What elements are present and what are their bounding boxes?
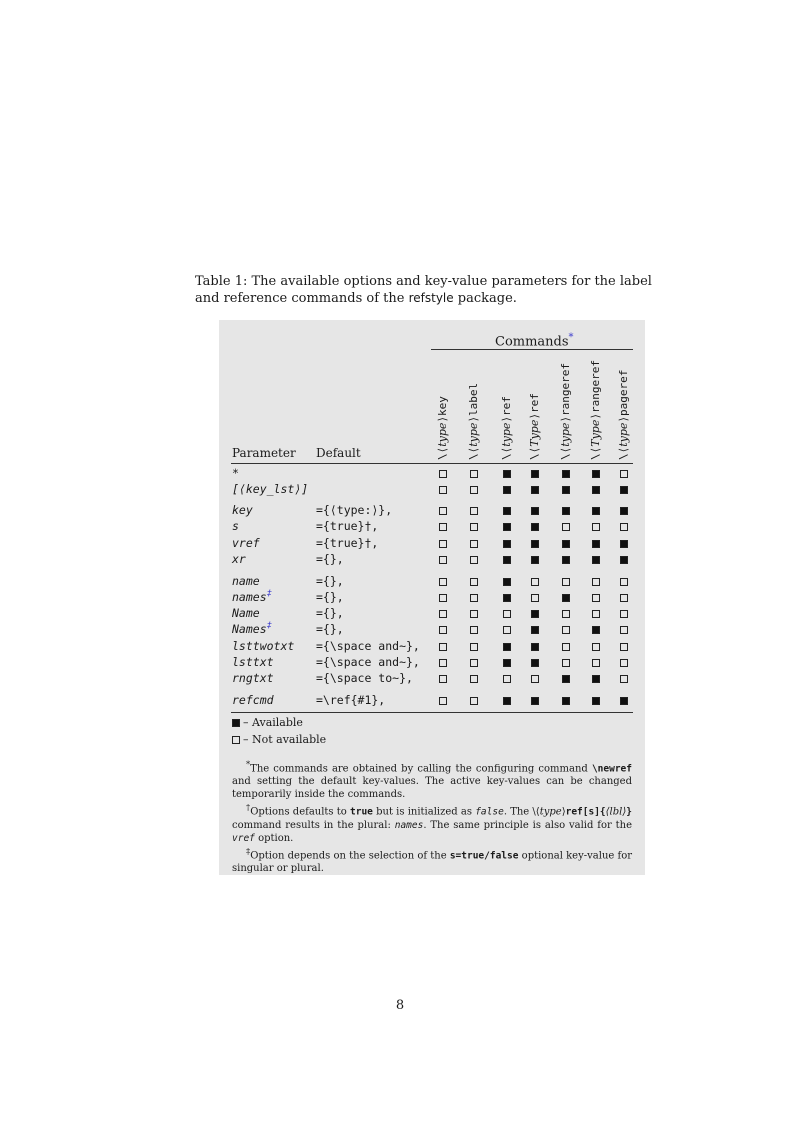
available-square-icon xyxy=(531,697,539,705)
filled-square-icon xyxy=(232,719,240,727)
empty-square-icon xyxy=(232,736,240,744)
not-available-square-icon xyxy=(439,626,447,634)
column-header-suffix: ⟩ xyxy=(467,415,480,423)
column-header-cmd: pageref xyxy=(617,369,630,416)
caption-suffix: package. xyxy=(457,291,517,306)
available-square-icon xyxy=(531,643,539,651)
page-number: 8 xyxy=(395,998,405,1013)
available-square-icon xyxy=(620,486,628,494)
not-available-square-icon xyxy=(470,556,478,564)
available-square-icon xyxy=(503,470,511,478)
column-header-cmd: rangeref xyxy=(589,360,602,414)
not-available-square-icon xyxy=(439,697,447,705)
available-square-icon xyxy=(531,540,539,548)
column-header-prefix: \⟨ xyxy=(589,446,602,460)
column-header-suffix: ⟩ xyxy=(500,415,513,423)
available-square-icon xyxy=(531,470,539,478)
param-default: ={⟨type:⟩}, xyxy=(316,503,393,517)
note-text: Options defaults to xyxy=(250,806,347,818)
not-available-square-icon xyxy=(620,626,628,634)
note-code: vref xyxy=(232,832,255,844)
available-square-icon xyxy=(592,507,600,515)
column-header-3 xyxy=(529,393,541,460)
not-available-square-icon xyxy=(562,643,570,651)
available-square-icon xyxy=(503,594,511,602)
legend-available-text: – Available xyxy=(243,716,303,729)
available-square-icon xyxy=(562,470,570,478)
column-header-prefix: \⟨ xyxy=(559,446,572,460)
commands-title-text: Commands xyxy=(495,334,569,350)
param-default: ={\space and~}, xyxy=(316,639,420,653)
note-code: s=true/false xyxy=(449,849,519,861)
param-name xyxy=(232,503,253,517)
not-available-square-icon xyxy=(470,659,478,667)
not-available-square-icon xyxy=(592,594,600,602)
column-header-arg: type xyxy=(559,422,572,447)
not-available-square-icon xyxy=(439,540,447,548)
note-text: ⟩ xyxy=(561,806,566,818)
not-available-square-icon xyxy=(592,659,600,667)
param-name xyxy=(232,466,239,480)
param-default: ={}, xyxy=(316,574,344,588)
available-square-icon xyxy=(562,540,570,548)
available-square-icon xyxy=(531,626,539,634)
available-square-icon xyxy=(620,697,628,705)
note-mark: ‡ xyxy=(246,845,251,856)
available-square-icon xyxy=(531,556,539,564)
column-header-prefix: \⟨ xyxy=(467,446,480,460)
available-square-icon xyxy=(620,556,628,564)
available-square-icon xyxy=(531,507,539,515)
available-square-icon xyxy=(562,507,570,515)
param-text: rngtxt xyxy=(232,671,274,685)
not-available-square-icon xyxy=(531,594,539,602)
column-header-cmd: rangeref xyxy=(559,362,572,416)
not-available-square-icon xyxy=(531,578,539,586)
not-available-square-icon xyxy=(439,470,447,478)
param-name xyxy=(232,590,272,604)
not-available-square-icon xyxy=(503,675,511,683)
header-rule xyxy=(231,463,633,464)
note-code: ref[s]{ xyxy=(565,806,606,818)
not-available-square-icon xyxy=(439,659,447,667)
param-text: vref xyxy=(232,536,260,550)
param-name xyxy=(232,622,272,636)
note-text: and setting the default key-values. The active key-values can be changed temporarily inside the commands. xyxy=(232,776,632,801)
available-square-icon xyxy=(503,486,511,494)
param-text: lsttwotxt xyxy=(232,639,295,653)
note-mark: † xyxy=(246,802,251,813)
param-name xyxy=(232,671,274,685)
not-available-square-icon xyxy=(439,643,447,651)
column-header-2 xyxy=(501,396,513,460)
available-square-icon xyxy=(592,470,600,478)
note-code: } xyxy=(626,806,632,818)
table-caption xyxy=(195,273,675,307)
not-available-square-icon xyxy=(620,610,628,618)
not-available-square-icon xyxy=(592,610,600,618)
column-header-prefix: \⟨ xyxy=(436,446,449,460)
caption-text: The available options and key-value parameters for the label and reference commands of the xyxy=(195,274,652,306)
note-text: Option depends on the selection of the xyxy=(250,849,447,861)
available-square-icon xyxy=(503,697,511,705)
param-footnote-mark: ‡ xyxy=(266,621,273,632)
bottom-rule xyxy=(231,712,633,713)
column-header-6 xyxy=(618,370,630,460)
column-header-cmd: key xyxy=(436,396,449,416)
column-header-1 xyxy=(468,383,480,460)
column-header-arg: Type xyxy=(589,419,602,447)
param-default: =\ref{#1}, xyxy=(316,693,386,707)
column-header-arg: Type xyxy=(528,419,541,447)
commands-title xyxy=(495,332,574,349)
note-text: option. xyxy=(258,832,294,844)
not-available-square-icon xyxy=(470,643,478,651)
not-available-square-icon xyxy=(620,523,628,531)
param-text: names xyxy=(232,590,267,604)
not-available-square-icon xyxy=(620,643,628,651)
note-code: false xyxy=(475,806,504,818)
column-header-suffix: ⟩ xyxy=(436,415,449,423)
available-square-icon xyxy=(503,578,511,586)
param-text: [⟨key_lst⟩] xyxy=(232,482,309,496)
not-available-square-icon xyxy=(562,626,570,634)
available-square-icon xyxy=(592,486,600,494)
not-available-square-icon xyxy=(503,626,511,634)
available-square-icon xyxy=(562,594,570,602)
available-square-icon xyxy=(620,507,628,515)
available-square-icon xyxy=(531,610,539,618)
note-code: true xyxy=(350,806,373,818)
param-name xyxy=(232,519,239,533)
param-text: Name xyxy=(232,606,260,620)
available-square-icon xyxy=(531,659,539,667)
not-available-square-icon xyxy=(470,523,478,531)
commands-footnote-mark: * xyxy=(568,332,574,343)
param-default: ={}, xyxy=(316,590,344,604)
note-text: . The \⟨ xyxy=(503,806,540,818)
note-text: but is initialized as xyxy=(376,806,472,818)
param-name xyxy=(232,655,274,669)
default-header: Default xyxy=(316,446,361,460)
param-text: s xyxy=(232,519,239,533)
param-name xyxy=(232,574,260,588)
column-header-4 xyxy=(560,363,572,460)
param-default: ={true}†, xyxy=(316,536,379,550)
not-available-square-icon xyxy=(470,697,478,705)
param-default: ={}, xyxy=(316,606,344,620)
param-text: refcmd xyxy=(232,693,274,707)
note-mark: * xyxy=(246,759,251,769)
column-header-arg: type xyxy=(500,422,513,447)
available-square-icon xyxy=(592,675,600,683)
column-header-suffix: ⟩ xyxy=(617,415,630,423)
not-available-square-icon xyxy=(592,523,600,531)
column-header-arg: type xyxy=(467,422,480,447)
note-text: ⟨lbl⟩ xyxy=(605,806,627,818)
not-available-square-icon xyxy=(470,486,478,494)
column-header-suffix: ⟩ xyxy=(528,413,541,420)
column-header-suffix: ⟩ xyxy=(559,415,572,423)
caption-package: refstyle xyxy=(408,291,454,305)
param-footnote-mark: ‡ xyxy=(266,589,273,600)
column-header-suffix: ⟩ xyxy=(589,413,602,420)
param-text: key xyxy=(232,503,253,517)
column-header-cmd: label xyxy=(467,382,480,416)
available-square-icon xyxy=(503,540,511,548)
available-square-icon xyxy=(503,523,511,531)
available-square-icon xyxy=(620,540,628,548)
not-available-square-icon xyxy=(620,594,628,602)
available-square-icon xyxy=(592,556,600,564)
not-available-square-icon xyxy=(470,626,478,634)
not-available-square-icon xyxy=(562,578,570,586)
column-header-5 xyxy=(590,360,602,460)
available-square-icon xyxy=(531,486,539,494)
column-header-prefix: \⟨ xyxy=(528,446,541,460)
available-square-icon xyxy=(531,523,539,531)
available-square-icon xyxy=(503,659,511,667)
available-square-icon xyxy=(562,675,570,683)
not-available-square-icon xyxy=(620,659,628,667)
available-square-icon xyxy=(503,507,511,515)
param-name xyxy=(232,552,246,566)
note-plural xyxy=(232,845,632,875)
not-available-square-icon xyxy=(470,610,478,618)
available-square-icon xyxy=(562,556,570,564)
not-available-square-icon xyxy=(439,523,447,531)
not-available-square-icon xyxy=(620,675,628,683)
note-text: command results in the plural: xyxy=(232,819,391,831)
note-text: . The same principle is also valid for the xyxy=(423,819,633,831)
caption-label: Table 1: xyxy=(195,274,248,289)
note-text: optional key-value for singular or plural. xyxy=(232,849,632,874)
available-square-icon xyxy=(562,486,570,494)
not-available-square-icon xyxy=(470,507,478,515)
legend-not-available-text: – Not available xyxy=(243,733,327,746)
column-header-0 xyxy=(437,396,449,460)
column-header-prefix: \⟨ xyxy=(617,446,630,460)
not-available-square-icon xyxy=(439,507,447,515)
note-commands xyxy=(232,758,632,801)
not-available-square-icon xyxy=(470,675,478,683)
not-available-square-icon xyxy=(620,578,628,586)
column-header-cmd: ref xyxy=(528,393,541,414)
available-square-icon xyxy=(592,540,600,548)
param-text: * xyxy=(232,466,239,480)
legend-not-available xyxy=(232,733,326,746)
not-available-square-icon xyxy=(470,578,478,586)
column-header-arg: type xyxy=(436,422,449,447)
param-name xyxy=(232,639,294,653)
param-default: ={true}†, xyxy=(316,519,379,533)
param-default: ={}, xyxy=(316,622,344,636)
note-code: \newref xyxy=(591,763,632,775)
param-name xyxy=(232,482,308,496)
available-square-icon xyxy=(562,697,570,705)
column-header-cmd: ref xyxy=(500,396,513,416)
not-available-square-icon xyxy=(620,470,628,478)
available-square-icon xyxy=(592,697,600,705)
not-available-square-icon xyxy=(531,675,539,683)
not-available-square-icon xyxy=(592,578,600,586)
table-notes xyxy=(232,758,632,875)
param-text: xr xyxy=(232,552,246,566)
not-available-square-icon xyxy=(470,470,478,478)
not-available-square-icon xyxy=(592,643,600,651)
not-available-square-icon xyxy=(470,594,478,602)
param-name xyxy=(232,606,260,620)
legend-available xyxy=(232,716,303,729)
param-text: Names xyxy=(232,622,267,636)
not-available-square-icon xyxy=(503,610,511,618)
not-available-square-icon xyxy=(562,523,570,531)
not-available-square-icon xyxy=(439,578,447,586)
available-square-icon xyxy=(503,643,511,651)
param-default: ={\space to~}, xyxy=(316,671,413,685)
note-text: The commands are obtained by calling the configuring command xyxy=(250,763,588,775)
not-available-square-icon xyxy=(439,556,447,564)
not-available-square-icon xyxy=(439,594,447,602)
param-default: ={}, xyxy=(316,552,344,566)
commands-rule xyxy=(431,349,633,350)
param-text: lsttxt xyxy=(232,655,274,669)
parameter-header: Parameter xyxy=(232,446,296,460)
not-available-square-icon xyxy=(439,675,447,683)
column-header-arg: type xyxy=(617,422,630,447)
note-options xyxy=(232,801,632,844)
param-name xyxy=(232,693,274,707)
not-available-square-icon xyxy=(562,659,570,667)
param-default: ={\space and~}, xyxy=(316,655,420,669)
column-header-prefix: \⟨ xyxy=(500,446,513,460)
note-text: type xyxy=(539,806,562,818)
param-text: name xyxy=(232,574,260,588)
not-available-square-icon xyxy=(439,486,447,494)
available-square-icon xyxy=(503,556,511,564)
available-square-icon xyxy=(592,626,600,634)
param-name xyxy=(232,536,260,550)
note-code: names xyxy=(394,819,424,831)
not-available-square-icon xyxy=(470,540,478,548)
not-available-square-icon xyxy=(562,610,570,618)
not-available-square-icon xyxy=(439,610,447,618)
